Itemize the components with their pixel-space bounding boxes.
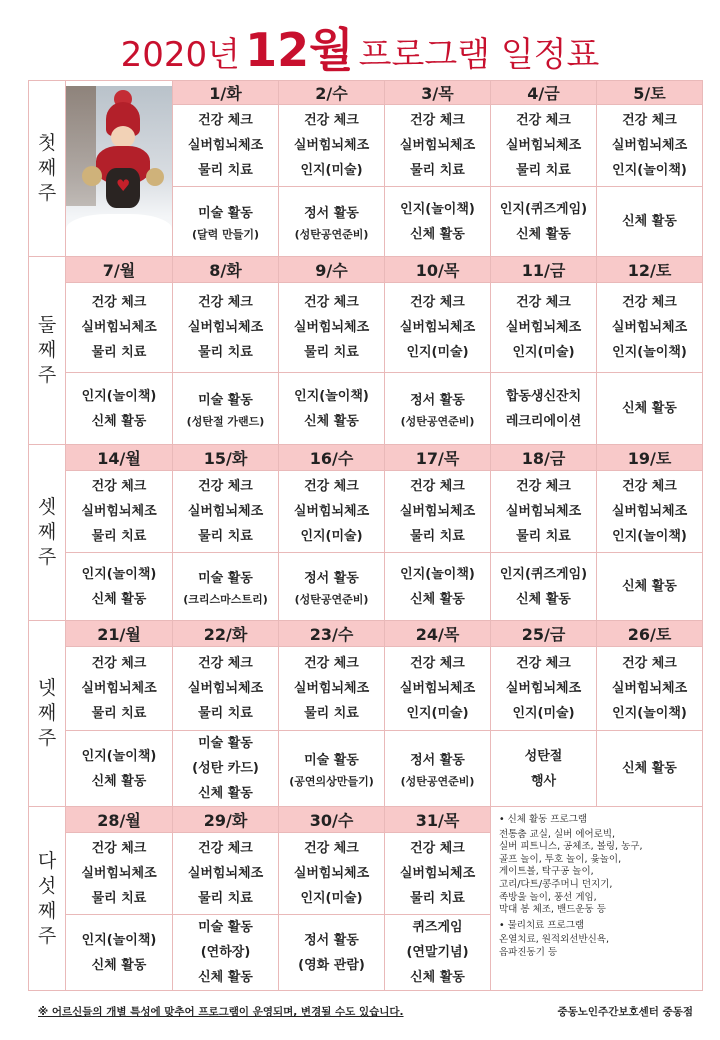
afternoon-activities — [279, 187, 385, 257]
activity-line: 건강 체크 — [91, 656, 147, 671]
afternoon-row — [29, 373, 703, 445]
activity-line: 물리 치료 — [198, 706, 253, 721]
activity-line: 물리 치료 — [304, 345, 359, 360]
afternoon-row — [29, 553, 703, 621]
morning-activities — [279, 647, 385, 731]
activity-line: (성탄공연준비) — [294, 227, 369, 241]
activity-line: 물리 치료 — [198, 345, 253, 360]
activity-line: 실버힘뇌체조 — [399, 320, 476, 335]
date-cell: 29/화 — [173, 807, 279, 833]
activity-line: 건강 체크 — [304, 295, 359, 310]
afternoon-activities — [597, 187, 703, 257]
afternoon-activities — [491, 373, 597, 445]
afternoon-activities — [491, 553, 597, 621]
activity-line: 실버힘뇌체조 — [187, 681, 264, 696]
activity-line: (성탄공연준비) — [400, 414, 475, 428]
morning-activities — [385, 471, 491, 553]
activity-line: 실버힘뇌체조 — [399, 504, 476, 519]
activity-line: 신체 활동 — [622, 214, 677, 229]
date-cell: 7/월 — [66, 257, 173, 283]
activity-line: 실버힘뇌체조 — [187, 138, 264, 153]
activity-line: 실버힘뇌체조 — [399, 681, 476, 696]
activity-line: 물리 치료 — [91, 529, 147, 544]
activity-line: 건강 체크 — [410, 295, 465, 310]
activity-line: 실버힘뇌체조 — [293, 138, 370, 153]
morning-activities — [173, 471, 279, 553]
week-label-char: 주 — [37, 182, 57, 204]
activity-line: (영화 관람) — [298, 957, 365, 973]
title-suffix: 프로그램 일정표 — [358, 35, 600, 75]
morning-activities — [66, 833, 173, 915]
activity-line: 인지(놀이책) — [400, 566, 475, 582]
activity-line: 물리 치료 — [410, 163, 465, 178]
date-cell: 1/화 — [173, 81, 279, 105]
activity-line: 건강 체크 — [516, 113, 571, 128]
date-cell: 16/수 — [279, 445, 385, 471]
date-cell: 15/화 — [173, 445, 279, 471]
week-label-char: 주 — [37, 364, 57, 386]
activity-line: 신체 활동 — [410, 970, 465, 985]
activity-line: 정서 활동 — [304, 570, 359, 586]
activity-line: 신체 활동 — [91, 413, 147, 429]
afternoon-activities — [66, 553, 173, 621]
activity-line: 성탄절 — [524, 748, 563, 764]
activity-line: 건강 체크 — [410, 841, 465, 856]
activity-line: 물리 치료 — [198, 891, 253, 906]
date-cell: 10/목 — [385, 257, 491, 283]
notes-physical-header: • 신체 활동 프로그램 — [499, 814, 588, 825]
activity-line: 건강 체크 — [91, 479, 147, 494]
activity-line: 건강 체크 — [622, 113, 677, 128]
afternoon-activities — [173, 373, 279, 445]
activity-line: 미술 활동 — [198, 392, 253, 408]
week-label-char: 주 — [37, 546, 57, 568]
activity-line: 건강 체크 — [410, 479, 465, 494]
activity-line: 인지(놀이책) — [612, 529, 687, 544]
date-cell: 11/금 — [491, 257, 597, 283]
week-label-char: 주 — [37, 924, 57, 947]
week-label — [29, 621, 66, 807]
morning-activities — [66, 283, 173, 373]
activity-line: 물리 치료 — [516, 529, 571, 544]
activity-line: 건강 체크 — [304, 113, 359, 128]
activity-line: 실버힘뇌체조 — [81, 504, 157, 519]
afternoon-activities — [385, 373, 491, 445]
activity-line: 인지(놀이책) — [400, 201, 475, 217]
date-cell: 8/화 — [173, 257, 279, 283]
date-row — [29, 81, 703, 105]
title-month: 12월 — [245, 23, 354, 77]
activity-line: 물리 치료 — [91, 891, 147, 906]
date-cell: 25/금 — [491, 621, 597, 647]
activity-line: 실버힘뇌체조 — [505, 138, 582, 153]
morning-row — [29, 283, 703, 373]
activity-line: 신체 활동 — [622, 401, 677, 416]
afternoon-activities — [173, 553, 279, 621]
activity-line: 물리 치료 — [304, 706, 359, 721]
activity-line: 인지(퀴즈게임) — [499, 566, 588, 582]
activity-line: 물리 치료 — [516, 163, 571, 178]
week-label-char: 째 — [37, 157, 57, 179]
activity-line: 물리 치료 — [91, 706, 147, 721]
notes-therapy-item: 온열치료, 원적외선반신욕, — [499, 934, 610, 946]
activity-line: 건강 체크 — [410, 656, 465, 671]
activity-line: 인지(놀이책) — [612, 706, 687, 721]
activity-line: 실버힘뇌체조 — [611, 504, 688, 519]
week-label — [29, 257, 66, 445]
date-cell: 22/화 — [173, 621, 279, 647]
activity-line: 건강 체크 — [304, 479, 359, 494]
activity-line: (성탄 카드) — [192, 761, 259, 776]
program-notes — [491, 807, 703, 991]
date-cell: 9/수 — [279, 257, 385, 283]
afternoon-activities — [491, 731, 597, 807]
activity-line: 건강 체크 — [198, 656, 253, 671]
activity-line: 실버힘뇌체조 — [399, 138, 476, 153]
activity-line: 미술 활동 — [198, 570, 253, 586]
activity-line: 건강 체크 — [91, 295, 147, 310]
activity-line: 실버힘뇌체조 — [187, 320, 264, 335]
activity-line: 실버힘뇌체조 — [81, 320, 157, 335]
activity-line: 실버힘뇌체조 — [505, 681, 582, 696]
activity-line: 건강 체크 — [198, 841, 253, 856]
week-label-char: 째 — [37, 702, 57, 724]
activity-line: 실버힘뇌체조 — [81, 866, 157, 881]
afternoon-activities — [173, 187, 279, 257]
activity-line: 인지(놀이책) — [81, 932, 157, 948]
activity-line: 건강 체크 — [198, 295, 253, 310]
activity-line: 건강 체크 — [622, 656, 677, 671]
activity-line: 실버힘뇌체조 — [293, 866, 370, 881]
afternoon-activities — [385, 553, 491, 621]
date-cell: 26/토 — [597, 621, 703, 647]
morning-activities — [385, 647, 491, 731]
afternoon-activities — [66, 915, 173, 991]
activity-line: 신체 활동 — [91, 957, 147, 973]
week-label-char: 섯 — [37, 874, 57, 897]
activity-line: 실버힘뇌체조 — [505, 320, 582, 335]
footnote: ※ 어르신들의 개별 특성에 맞추어 프로그램이 운영되며, 변경될 수도 있습니다. — [38, 1006, 404, 1018]
activity-line: 신체 활동 — [622, 761, 677, 776]
activity-line: 인지(놀이책) — [81, 388, 157, 404]
activity-line: 미술 활동 — [198, 205, 253, 221]
activity-line: (성탄공연준비) — [400, 774, 475, 788]
afternoon-activities — [385, 187, 491, 257]
morning-activities — [173, 283, 279, 373]
activity-line: 인지(놀이책) — [612, 163, 687, 178]
activity-line: 물리 치료 — [91, 345, 147, 360]
afternoon-activities — [597, 373, 703, 445]
activity-line: 정서 활동 — [410, 752, 465, 768]
activity-line: 신체 활동 — [622, 579, 677, 594]
morning-activities — [279, 105, 385, 187]
activity-line: 신체 활동 — [198, 786, 253, 801]
date-row — [29, 621, 703, 647]
activity-line: 인지(놀이책) — [81, 748, 157, 764]
afternoon-activities — [385, 915, 491, 991]
week-label-char: 셋 — [37, 496, 57, 518]
date-cell: 28/월 — [66, 807, 173, 833]
date-cell: 4/금 — [491, 81, 597, 105]
morning-activities — [66, 471, 173, 553]
date-cell: 19/토 — [597, 445, 703, 471]
week-label — [29, 81, 66, 257]
date-cell: 24/목 — [385, 621, 491, 647]
afternoon-activities — [597, 731, 703, 807]
afternoon-activities — [66, 373, 173, 445]
activity-line: 인지(놀이책) — [81, 566, 157, 582]
date-cell: 31/목 — [385, 807, 491, 833]
morning-activities — [491, 471, 597, 553]
afternoon-row — [29, 731, 703, 807]
week-label-char: 째 — [37, 339, 57, 361]
activity-line: 건강 체크 — [516, 479, 571, 494]
activity-line: 인지(미술) — [512, 706, 575, 721]
afternoon-activities — [491, 187, 597, 257]
afternoon-activities — [385, 731, 491, 807]
date-cell: 30/수 — [279, 807, 385, 833]
activity-line: 인지(미술) — [300, 891, 363, 906]
activity-line: 건강 체크 — [410, 113, 465, 128]
morning-activities — [597, 471, 703, 553]
activity-line: 신체 활동 — [304, 413, 359, 429]
morning-activities — [385, 105, 491, 187]
activity-line: 건강 체크 — [516, 295, 571, 310]
activity-line: (달력 만들기) — [191, 227, 259, 241]
activity-line: 미술 활동 — [304, 752, 359, 768]
morning-activities — [173, 833, 279, 915]
activity-line: 신체 활동 — [516, 591, 571, 607]
date-cell: 3/목 — [385, 81, 491, 105]
activity-line: 물리 치료 — [410, 529, 465, 544]
activity-line: 합동생신잔치 — [505, 388, 582, 404]
afternoon-activities — [173, 731, 279, 807]
week-label-char: 첫 — [37, 132, 57, 154]
activity-line: 정서 활동 — [304, 205, 359, 221]
christmas-doll-photo: ♥ — [66, 81, 173, 257]
activity-line: 신체 활동 — [516, 226, 571, 242]
morning-activities — [491, 647, 597, 731]
afternoon-activities — [279, 373, 385, 445]
center-name: 중동노인주간보호센터 중동점 — [557, 1006, 693, 1018]
date-cell: 12/토 — [597, 257, 703, 283]
notes-physical-item: 게이트볼, 탁구공 놀이, — [499, 866, 594, 878]
morning-activities — [66, 647, 173, 731]
afternoon-activities — [173, 915, 279, 991]
activity-line: 인지(미술) — [300, 529, 363, 544]
activity-line: 퀴즈게임 — [412, 920, 463, 935]
activity-line: 행사 — [530, 773, 557, 789]
morning-activities — [491, 105, 597, 187]
afternoon-activities — [279, 731, 385, 807]
afternoon-activities — [66, 731, 173, 807]
activity-line: 인지(미술) — [512, 345, 575, 360]
notes-physical-item: 막대 봉 체조, 밴드운동 등 — [499, 904, 606, 916]
activity-line: (연하장) — [200, 945, 251, 960]
activity-line: 물리 치료 — [198, 529, 253, 544]
notes-therapy-item: 음파진동기 등 — [499, 946, 558, 958]
title-year: 2020년 — [120, 35, 240, 75]
activity-line: 실버힘뇌체조 — [293, 320, 370, 335]
activity-line: (성탄공연준비) — [294, 592, 369, 606]
activity-line: 미술 활동 — [198, 920, 253, 935]
morning-activities — [173, 647, 279, 731]
morning-activities — [385, 833, 491, 915]
activity-line: 인지(미술) — [300, 163, 363, 178]
week-label-char: 째 — [37, 899, 57, 922]
morning-activities — [279, 833, 385, 915]
week-label — [29, 807, 66, 991]
activity-line: 건강 체크 — [304, 841, 359, 856]
notes-physical-item: 실버 피트니스, 공체조, 볼링, 농구, — [499, 841, 643, 853]
date-cell: 17/목 — [385, 445, 491, 471]
activity-line: 신체 활동 — [91, 773, 147, 789]
week-label-char: 둘 — [37, 314, 57, 336]
week-label-char: 다 — [37, 849, 57, 872]
activity-line: 물리 치료 — [198, 163, 253, 178]
activity-line: 건강 체크 — [516, 656, 571, 671]
activity-line: 신체 활동 — [410, 591, 465, 607]
activity-line: 인지(퀴즈게임) — [499, 201, 588, 217]
activity-line: 레크리에이션 — [505, 413, 582, 429]
activity-line: 신체 활동 — [410, 226, 465, 242]
notes-physical-item: 골프 놀이, 투호 놀이, 윷놀이, — [499, 853, 622, 865]
date-row — [29, 807, 703, 833]
activity-line: 정서 활동 — [410, 392, 465, 408]
activity-line: 인지(놀이책) — [612, 345, 687, 360]
date-cell: 21/월 — [66, 621, 173, 647]
activity-line: 실버힘뇌체조 — [611, 320, 688, 335]
morning-activities — [597, 647, 703, 731]
activity-line: 실버힘뇌체조 — [187, 866, 264, 881]
activity-line: 실버힘뇌체조 — [611, 138, 688, 153]
activity-line: 건강 체크 — [622, 479, 677, 494]
morning-activities — [597, 283, 703, 373]
morning-row — [29, 471, 703, 553]
week-label-char: 째 — [37, 521, 57, 543]
activity-line: 실버힘뇌체조 — [399, 866, 476, 881]
morning-activities — [385, 283, 491, 373]
morning-activities — [491, 283, 597, 373]
activity-line: (공연의상만들기) — [289, 774, 374, 788]
afternoon-activities — [597, 553, 703, 621]
week-label-char: 넷 — [37, 677, 57, 699]
page-title — [0, 14, 720, 80]
activity-line: 실버힘뇌체조 — [505, 504, 582, 519]
date-row — [29, 257, 703, 283]
activity-line: 정서 활동 — [304, 932, 359, 948]
date-row — [29, 445, 703, 471]
activity-line: 인지(놀이책) — [294, 388, 369, 404]
activity-line: 실버힘뇌체조 — [611, 681, 688, 696]
notes-physical-item: 족방울 놀이, 풍선 게임, — [499, 891, 597, 903]
activity-line: 신체 활동 — [91, 591, 147, 607]
activity-line: 실버힘뇌체조 — [187, 504, 264, 519]
activity-line: 실버힘뇌체조 — [81, 681, 157, 696]
activity-line: 신체 활동 — [198, 970, 253, 985]
activity-line: 물리 치료 — [410, 891, 465, 906]
activity-line: 건강 체크 — [198, 479, 253, 494]
week-label-char: 주 — [37, 727, 57, 749]
afternoon-activities — [279, 553, 385, 621]
activity-line: 인지(미술) — [406, 706, 469, 721]
activity-line: 건강 체크 — [91, 841, 147, 856]
morning-activities — [173, 105, 279, 187]
notes-physical-item: 고리/다트/콩주머니 던지기, — [499, 878, 613, 890]
notes-physical-item: 전통춤 교실, 실버 에어로빅, — [499, 828, 616, 840]
schedule-table — [28, 80, 703, 991]
activity-line: (연말기념) — [406, 945, 469, 960]
date-cell: 23/수 — [279, 621, 385, 647]
activity-line: 건강 체크 — [622, 295, 677, 310]
morning-activities — [279, 283, 385, 373]
afternoon-activities — [279, 915, 385, 991]
activity-line: 미술 활동 — [198, 736, 253, 751]
notes-therapy-header: • 물리치료 프로그램 — [499, 919, 585, 931]
activity-line: 실버힘뇌체조 — [293, 681, 370, 696]
activity-line: 건강 체크 — [198, 113, 253, 128]
morning-activities — [279, 471, 385, 553]
date-cell: 5/토 — [597, 81, 703, 105]
morning-row — [29, 647, 703, 731]
date-cell: 18/금 — [491, 445, 597, 471]
date-cell: 14/월 — [66, 445, 173, 471]
activity-line: 인지(미술) — [406, 345, 469, 360]
week-label — [29, 445, 66, 621]
date-cell: 2/수 — [279, 81, 385, 105]
activity-line: 실버힘뇌체조 — [293, 504, 370, 519]
morning-activities — [597, 105, 703, 187]
activity-line: 건강 체크 — [304, 656, 359, 671]
activity-line: (성탄절 가랜드) — [186, 414, 265, 428]
activity-line: (크리스마스트리) — [183, 592, 268, 606]
